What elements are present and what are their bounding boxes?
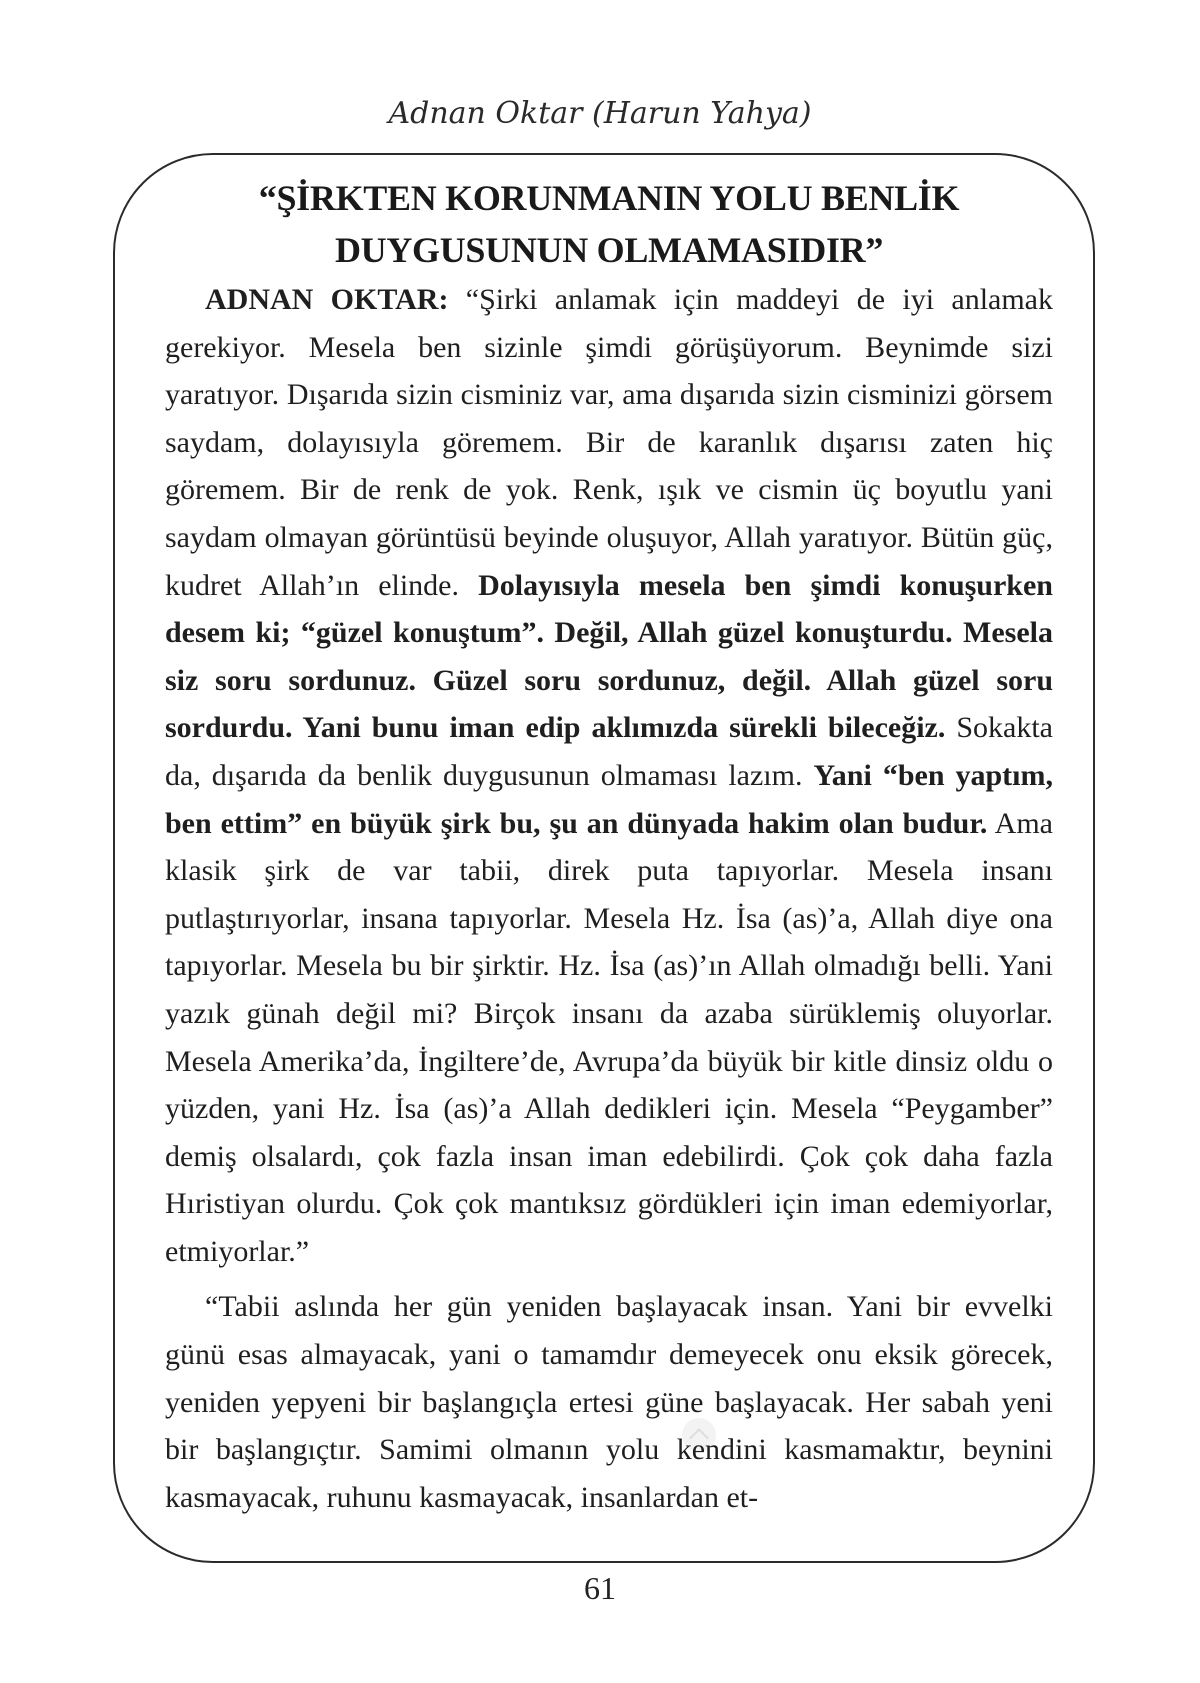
paragraph-1-bold-1: Dolayısıyla mesela ben şimdi konuşurken desem ki; “güzel konuştum”. Değil, Allah güzel konuşturdu. Mesela siz soru sordunuz. Güzel soru sordunuz, değil. Allah güzel soru sordurdu. Yani bunu iman edip aklımızda sürekli bileceğiz.: [165, 568, 1053, 745]
paragraph-1-text-3: Ama klasik şirk de var tabii, direk puta tapıyorlar. Mesela insanı putlaştırıyorlar, insana tapıyorlar. Mesela Hz. İsa (as)’a, Allah diye ona tapıyorlar. Mesela bu bir şirktir. Hz. İsa (as)’ın Allah olmadığı belli. Yani yazık günah değil mi? Birçok insanı da azaba sürüklemiş oluyorlar. Mesela Amerika’da, İngiltere’de, Avrupa’da büyük bir kitle dinsiz oldu o yüzden, yani Hz. İsa (as)’a Allah dedikleri için. Mesela “Peygamber” demiş olsalardı, çok fazla insan iman edebilirdi. Çok çok daha fazla Hıristiyan olurdu. Çok çok mantıksız gördükleri için iman edemiyorlar, etmiyorlar.”: [165, 806, 1053, 1268]
speaker-label: ADNAN OKTAR:: [205, 283, 449, 316]
paragraph-2: “Tabii aslında her gün yeniden başlayacak insan. Yani bir evvelki günü esas almayacak, yani o tamamdır demeyecek onu eksik görecek, yeniden yepyeni bir başlangıçla ertesi güne başlayacak. Her sabah yeni bir başlangıçtır. Samimi olmanın yolu kendini kasmamaktır, beynini kasmayacak, ruhunu kasmayacak, insanlardan et-: [165, 1290, 1053, 1514]
section-title-line-2: DUYGUSUNUN OLMAMASIDIR”: [334, 230, 884, 270]
paragraph-1: [165, 276, 1053, 1275]
page-content: [165, 172, 1053, 1521]
running-header: Adnan Oktar (Harun Yahya): [388, 96, 812, 131]
section-title: [165, 172, 1053, 276]
paragraph-1-text-1: “Şirki anlamak için maddeyi de iyi anlamak gerekiyor. Mesela ben sizinle şimdi görüşüyorum. Beynimde sizi yaratıyor. Dışarıda sizin cisminiz var, ama dışarıda sizin cisminizi görsem saydam, dolayısıyla göremem. Bir de karanlık dışarısı zaten hiç göremem. Bir de renk de yok. Renk, ışık ve cismin üç boyutlu yani saydam olmayan görüntüsü beyinde oluşuyor, Allah yaratıyor. Bütün güç, kudret Allah’ın elinde.: [165, 283, 1053, 602]
paragraph-1-bold-2: Yani “ben yaptım, ben ettim” en büyük şirk bu, şu an dünyada hakim olan budur.: [165, 758, 1053, 840]
section-title-line-1: “ŞİRKTEN KORUNMANIN YOLU BENLİK: [258, 178, 960, 218]
paragraph-1-text-2: Sokakta da, dışarıda da benlik duygusunun olmaması lazım.: [165, 711, 1053, 792]
page-number: 61: [584, 1570, 616, 1606]
